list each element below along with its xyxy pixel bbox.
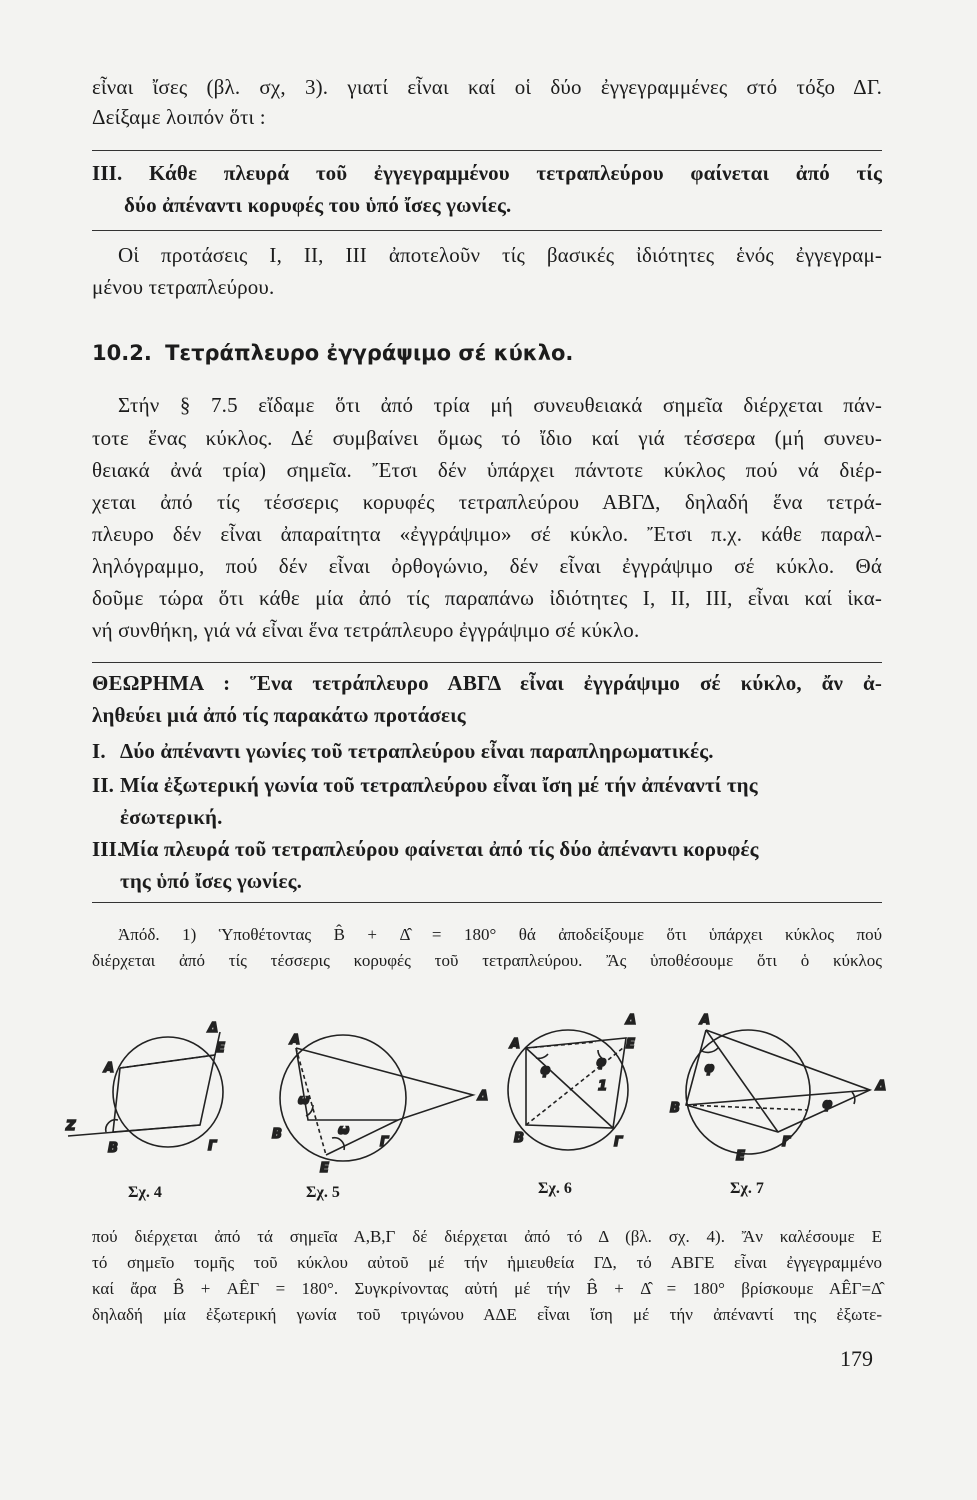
label-G: Γ <box>208 1139 217 1154</box>
paragraph-line: χεται ἀπό τίς τέσσερις κορυφές τετραπλεύρου ΑΒΓΔ, δηλαδή ἕνα τετρά- <box>92 490 882 514</box>
proposition-iii-line-2: δύο ἀπέναντι κορυφές του ὑπό ἴσες γωνίες. <box>124 193 512 217</box>
page-number: 179 <box>840 1346 873 1371</box>
proposition-iii-line-1: ΙΙΙ. Κάθε πλευρά τοῦ ἐγγεγραμμένου τετραπλεύρου φαίνεται ἀπό τίς <box>92 161 882 185</box>
label-D: Δ <box>208 1021 219 1036</box>
section-number: 10.2. <box>92 341 152 365</box>
label-omega-2: ω <box>338 1123 350 1138</box>
item-text: Μία πλευρά τοῦ τετραπλεύρου φαίνεται ἀπό τίς δύο ἀπέναντι κορυφές <box>120 837 759 861</box>
label-phi-1: φ <box>540 1063 551 1078</box>
bottom-text-line: δηλαδή μία ἐξωτερική γωνία τοῦ τριγώνου ΑΔΕ εἶναι ἴση μέ τήν ἀπέναντί της ἐξωτε- <box>92 1305 882 1324</box>
circle <box>686 1030 810 1154</box>
angle-arc <box>536 1054 548 1058</box>
proof-line-1: Ἀπόδ. 1) Ὑποθέτοντας B̂ + Δ̂ = 180° θά ἀποδείξουμε ὅτι ὑπάρχει κύκλος πού <box>118 925 882 944</box>
label-one: 1 <box>598 1079 608 1094</box>
theorem-item-1 <box>92 736 882 766</box>
label-B: B <box>272 1127 282 1142</box>
label-E: E <box>216 1041 225 1056</box>
figures-row <box>58 1010 898 1200</box>
label-G: Γ <box>782 1135 791 1150</box>
proof-line-2: διέρχεται ἀπό τίς τέσσερις κορυφές τοῦ τετραπλεύρου. Ἄς ὑποθέσουμε ὅτι ὁ κύκλος <box>92 951 882 970</box>
item-number: ΙΙ. <box>92 773 115 797</box>
label-phi-1: φ <box>704 1061 715 1076</box>
label-A: A <box>700 1013 711 1028</box>
segment <box>686 1105 808 1110</box>
label-B: B <box>108 1141 118 1156</box>
caption-fig-6: Σχ. 6 <box>538 1180 572 1197</box>
diagonal <box>526 1048 623 1125</box>
label-G: Γ <box>380 1135 389 1150</box>
label-phi-2: φ <box>822 1097 833 1112</box>
caption-fig-4: Σχ. 4 <box>128 1184 162 1201</box>
item-text: Μία ἐξωτερική γωνία τοῦ τετραπλεύρου εἶναι ἴση μέ τήν ἀπέναντί της <box>120 773 758 797</box>
label-D: Δ <box>626 1013 637 1028</box>
label-D: Δ <box>478 1089 489 1104</box>
divider <box>92 230 882 231</box>
divider <box>92 902 882 903</box>
top-text-line-1: εἶναι ἴσες (βλ. σχ, 3). γιατί εἶναι καί οἱ δύο ἐγγεγραμμένες στό τόξο ΔΓ. <box>92 75 882 99</box>
item-number: Ι. <box>92 739 106 763</box>
label-Z: Z <box>66 1119 76 1134</box>
theorem-line-2: ληθεύει μιά ἀπό τίς παρακάτω προτάσεις <box>92 703 466 727</box>
label-G: Γ <box>614 1135 623 1150</box>
divider <box>92 662 882 663</box>
paragraph-line: νή συνθήκη, γιά νά εἶναι ἕνα τετράπλευρο ἐγγράψιμο σέ κύκλο. <box>92 618 640 642</box>
paragraph-line: θειακά ἀνά τρία) σημεῖα. Ἔτσι δέν ὑπάρχει πάντοτε κύκλος πού νά διέρ- <box>92 458 882 482</box>
section-heading <box>92 338 573 368</box>
theorem-item-2-cont: ἐσωτερική. <box>120 805 223 829</box>
summary-line-1: Οἱ προτάσεις Ι, ΙΙ, ΙΙΙ ἀποτελοῦν τίς βασικές ἰδιότητες ἑνός ἐγγεγραμ- <box>118 243 882 267</box>
label-D: Δ <box>876 1079 887 1094</box>
theorem-item-2 <box>92 770 882 800</box>
theorem-line-1: ΘΕΩΡΗΜΑ : Ἕνα τετράπλευρο ΑΒΓΔ εἶναι ἐγγράψιμο σέ κύκλο, ἄν ἀ- <box>92 671 882 695</box>
label-omega-1: ω <box>298 1093 310 1108</box>
paragraph-line: δοῦμε τώρα ὅτι κάθε μία ἀπό τίς παραπάνω ἰδιότητες Ι, ΙΙ, ΙΙΙ, εἶναι καί ἱκα- <box>92 586 882 610</box>
label-E: E <box>626 1037 635 1052</box>
divider <box>92 150 882 151</box>
figure-4 <box>65 1021 225 1156</box>
label-A: A <box>290 1033 301 1048</box>
figure-7 <box>670 1013 886 1164</box>
section-title: Τετράπλευρο ἐγγράψιμο σέ κύκλο. <box>165 341 574 365</box>
figure-6 <box>508 1013 636 1150</box>
angle-arc <box>332 1138 344 1150</box>
quadrilateral <box>686 1030 870 1132</box>
label-B: B <box>670 1101 680 1116</box>
bottom-text-line: πού διέρχεται ἀπό τά σημεῖα Α,Β,Γ δέ διέρχεται ἀπό τό Δ (βλ. σχ. 4). Ἄν καλέσουμε Ε <box>92 1227 882 1246</box>
quadrilateral <box>296 1048 473 1120</box>
caption-fig-5: Σχ. 5 <box>306 1184 340 1201</box>
paragraph-line: Στήν § 7.5 εἴδαμε ὅτι ἀπό τρία μή συνευθειακά σημεῖα διέρχεται πάν- <box>118 393 882 417</box>
item-number: ΙΙΙ. <box>92 837 123 861</box>
paragraph-line: ληλόγραμμο, πού δέν εἶναι ὀρθογώνιο, δέν εἶναι ἐγγράψιμο σέ κύκλο. Θά <box>92 554 882 578</box>
theorem-item-3-cont: της ὑπό ἴσες γωνίες. <box>120 869 303 893</box>
top-text-line-2: Δείξαμε λοιπόν ὅτι : <box>92 105 266 129</box>
label-E: E <box>320 1161 329 1176</box>
paragraph-line: πλευρο δέν εἶναι ἀπαραίτητα «ἐγγράψιμο» σέ κύκλο. Ἔτσι π.χ. κάθε παραλ- <box>92 522 882 546</box>
label-A: A <box>510 1037 521 1052</box>
quadrilateral <box>526 1038 626 1128</box>
bottom-text-line: καί ἄρα B̂ + ΑÊΓ = 180°. Συγκρίνοντας αὐτή μέ τήν B̂ + Δ̂ = 180° βρίσκουμε ΑÊΓ=Δ̂ <box>92 1279 882 1298</box>
bottom-text-line: τό σημεῖο τομῆς τοῦ κύκλου αὐτοῦ μέ τήν ἡμιευθεία ΓΔ, τό ΑΒΓΕ εἶναι ἐγγεγραμμένο <box>92 1253 882 1272</box>
angle-arc <box>106 1120 118 1132</box>
label-phi-2: φ <box>596 1055 607 1070</box>
caption-fig-7: Σχ. 7 <box>730 1180 764 1197</box>
label-A: A <box>104 1061 115 1076</box>
label-B: B <box>514 1131 524 1146</box>
figure-5 <box>272 1033 488 1176</box>
diagonal <box>706 1030 778 1132</box>
item-text: Δύο ἀπέναντι γωνίες τοῦ τετραπλεύρου εἶναι παραπληρωματικές. <box>120 739 714 763</box>
segment <box>526 1042 596 1048</box>
summary-line-2: μένου τετραπλεύρου. <box>92 275 275 299</box>
label-E: E <box>736 1149 745 1164</box>
paragraph-line: τοτε ἕνας κύκλος. Δέ συμβαίνει ὅμως τό ἴδιο καί γιά τέσσερα (μή συνευ- <box>92 426 882 450</box>
theorem-item-3 <box>92 834 882 864</box>
